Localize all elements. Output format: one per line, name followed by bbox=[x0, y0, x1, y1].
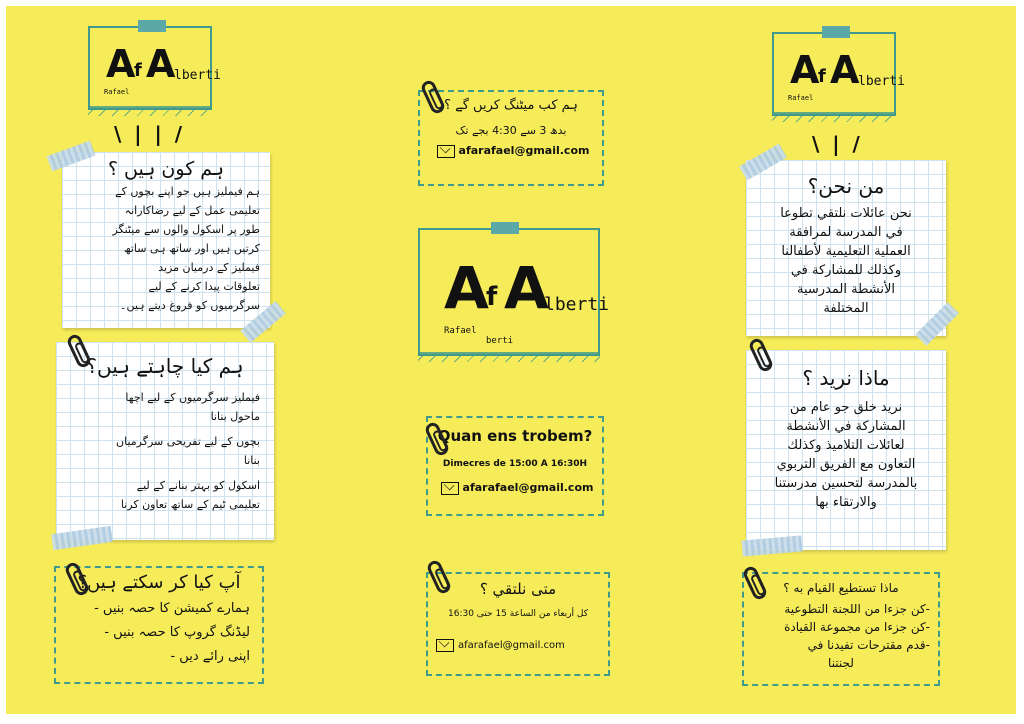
urdu-meet-email: afarafael@gmail.com bbox=[420, 141, 602, 161]
urdu-who-text: ہم فیملیز ہیں جو اپنے بچوں کے تعلیمی عمل کے لیے رضاکارانہ طور پر اسکول والوں سے میٹنگز کرتیں ہیں اور ساتھ ہی ساتھ فیملیز کے درمیان مزید تعلوقات پیدا کرنے کے لیے سرگرمیوں کو فروغ دیتے ہیں۔ bbox=[112, 185, 260, 312]
urdu-meet-heading: ہم کب میٹنگ کریں گے ؟ bbox=[444, 98, 578, 113]
arabic-want-text: نريد خلق جو عام من المشاركة في الأنشطة لعائلات التلاميذ وكذلك التعاون مع الفريق التربوي بالمدرسة لتحسين مدرستنا والارتقاء بها bbox=[774, 400, 918, 510]
urdu-want-card bbox=[56, 342, 274, 540]
arabic-want-heading: ماذا نريد ؟ bbox=[802, 366, 890, 390]
urdu-do-list: ہمارے کمیشن کا حصہ بنیں - لیڈنگ گروپ کا حصہ بنیں - اپنی رائے دیں - bbox=[94, 601, 250, 664]
arabic-who-heading: من نحن؟ bbox=[807, 174, 885, 198]
arabic-do-list: -كن جزءا من اللجنة التطوعية -كن جزءا من مجموعة القيادة -قدم مقترحات تفيدنا في لجنتنا bbox=[784, 602, 930, 670]
urdu-who-card bbox=[62, 152, 270, 328]
catalan-meet-heading: Quan ens trobem? bbox=[437, 427, 593, 445]
urdu-want-text: فیملیز سرگرمیوں کے لیے اچھا ماحول بنانا بچوں کے لیے تفریحی سرگرمیاں بنانا اسکول کو بہتر بنانے کے لیے تعلیمی ٹیم کے ساتھ تعاون کرنا bbox=[116, 391, 260, 511]
urdu-meet-time: بدھ 3 سے 4:30 بجے تک bbox=[455, 124, 567, 137]
arabic-want-card bbox=[746, 350, 946, 550]
urdu-do-heading: آپ کیا کر سکتے ہیں؟ bbox=[77, 572, 241, 593]
logo-left: A f A lberti Rafael bbox=[88, 26, 212, 110]
urdu-who-heading: ہم کون ہیں ؟ bbox=[107, 158, 225, 180]
catalan-meet-card bbox=[426, 416, 604, 516]
brochure-sheet bbox=[6, 6, 1016, 714]
arabic-meet-email: afarafael@gmail.com bbox=[432, 636, 608, 656]
arabic-meet-time: كل أربعاء من الساعة 15 حتى 16:30 bbox=[448, 609, 588, 619]
arabic-who-text: نحن عائلات نلتقي تطوعا في المدرسة لمرافقة العملية التعليمية لأطفالنا وكذلك للمشاركة في الأنشطة المدرسية المختلفة bbox=[780, 206, 912, 316]
logo-right: A f A lberti Rafael bbox=[772, 32, 896, 116]
arabic-who-card bbox=[746, 160, 946, 336]
arabic-meet-card bbox=[426, 572, 610, 676]
burst-left: \ | | / bbox=[114, 122, 186, 146]
catalan-meet-email: afarafael@gmail.com bbox=[428, 478, 602, 498]
mail-icon bbox=[436, 639, 454, 652]
arabic-meet-heading: متى نلتقي ؟ bbox=[479, 580, 557, 598]
mail-icon bbox=[441, 482, 459, 495]
urdu-want-heading: ہم کیا چاہتے ہیں؟ bbox=[86, 354, 244, 378]
arabic-do-card bbox=[742, 572, 940, 686]
mail-icon bbox=[437, 145, 455, 158]
burst-right: \ | / bbox=[812, 132, 863, 156]
urdu-do-card bbox=[54, 566, 264, 684]
logo-center: A f A lberti Rafael berti bbox=[418, 228, 600, 356]
arabic-do-heading: ماذا تستطيع القيام به ؟ bbox=[783, 581, 899, 595]
urdu-meet-card bbox=[418, 90, 604, 186]
catalan-meet-time: Dimecres de 15:00 A 16:30H bbox=[442, 459, 588, 469]
